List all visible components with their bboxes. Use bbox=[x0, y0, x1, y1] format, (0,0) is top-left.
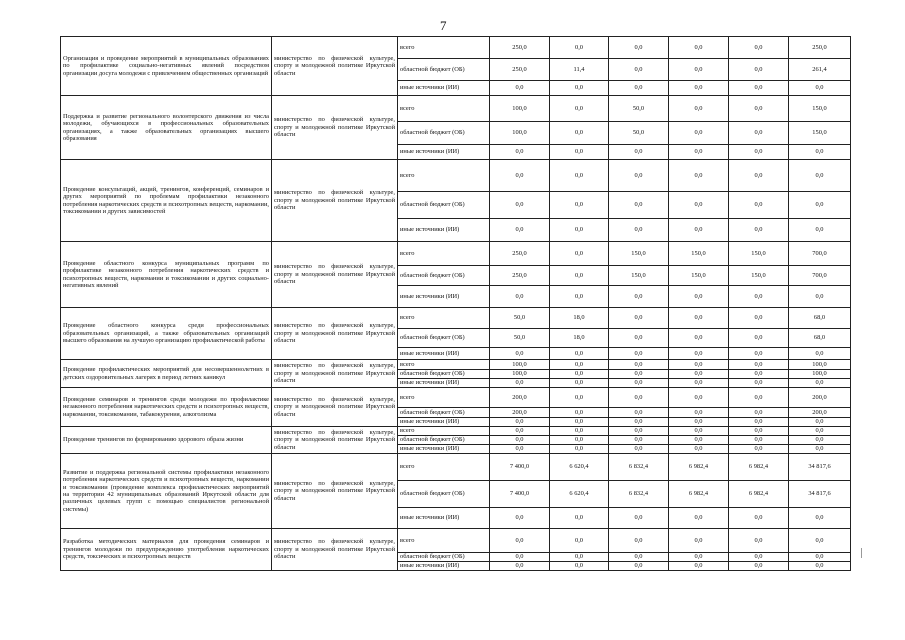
table-row bbox=[61, 96, 851, 122]
table-row bbox=[61, 242, 851, 266]
total-value-cell: 200,0 bbox=[789, 408, 851, 418]
program-name-cell: Проведение консультаций, акций, тренингов, конференций, семинаров и других мероприятий по проблемам профилактики незаконного потребления наркотических средств и психотропных веществ, наркомании, токсикомании и других зависимостей bbox=[61, 160, 272, 242]
executor-cell: министерство по физической культуре, спорту и молодежной политике Иркутской области bbox=[272, 96, 398, 160]
value-cell: 250,0 bbox=[490, 242, 550, 266]
value-cell: 0,0 bbox=[550, 508, 609, 529]
value-cell: 0,0 bbox=[609, 37, 669, 59]
total-value-cell: 0,0 bbox=[789, 379, 851, 388]
total-value-cell: 0,0 bbox=[789, 145, 851, 160]
table-body bbox=[61, 37, 851, 571]
value-cell: 0,0 bbox=[550, 96, 609, 122]
value-cell: 0,0 bbox=[609, 370, 669, 379]
value-cell: 0,0 bbox=[550, 360, 609, 370]
funding-source-cell: всего bbox=[398, 242, 490, 266]
total-value-cell: 0,0 bbox=[789, 445, 851, 454]
funding-source-cell: всего bbox=[398, 388, 490, 408]
value-cell: 0,0 bbox=[729, 408, 789, 418]
program-name-cell: Проведение областного конкурса муниципальных программ по профилактике незаконного потребления наркотических средств и психотропных веществ, наркомании и токсикомании и других социально-негативных явлений bbox=[61, 242, 272, 308]
value-cell: 0,0 bbox=[729, 562, 789, 571]
value-cell: 0,0 bbox=[729, 418, 789, 427]
funding-source-cell: всего bbox=[398, 427, 490, 436]
value-cell: 0,0 bbox=[490, 553, 550, 562]
value-cell: 6 982,4 bbox=[729, 481, 789, 508]
value-cell: 0,0 bbox=[729, 329, 789, 348]
value-cell: 50,0 bbox=[490, 329, 550, 348]
value-cell: 0,0 bbox=[669, 445, 729, 454]
value-cell: 150,0 bbox=[609, 242, 669, 266]
value-cell: 0,0 bbox=[550, 192, 609, 219]
value-cell: 0,0 bbox=[490, 562, 550, 571]
value-cell: 0,0 bbox=[669, 562, 729, 571]
value-cell: 0,0 bbox=[669, 360, 729, 370]
value-cell: 100,0 bbox=[490, 96, 550, 122]
funding-source-cell: иные источники (ИИ) bbox=[398, 379, 490, 388]
value-cell: 0,0 bbox=[729, 360, 789, 370]
value-cell: 100,0 bbox=[490, 122, 550, 145]
value-cell: 6 832,4 bbox=[609, 481, 669, 508]
total-value-cell: 250,0 bbox=[789, 37, 851, 59]
funding-source-cell: областной бюджет (ОБ) bbox=[398, 370, 490, 379]
total-value-cell: 0,0 bbox=[789, 553, 851, 562]
value-cell: 0,0 bbox=[669, 308, 729, 329]
value-cell: 250,0 bbox=[490, 59, 550, 81]
value-cell: 0,0 bbox=[550, 348, 609, 360]
value-cell: 0,0 bbox=[669, 553, 729, 562]
total-value-cell: 0,0 bbox=[789, 286, 851, 308]
table-row bbox=[61, 360, 851, 370]
funding-source-cell: иные источники (ИИ) bbox=[398, 348, 490, 360]
executor-cell: министерство по физической культуре, спорту и молодежной политике Иркутской области bbox=[272, 388, 398, 427]
value-cell: 0,0 bbox=[729, 553, 789, 562]
value-cell: 0,0 bbox=[729, 529, 789, 553]
value-cell: 0,0 bbox=[609, 418, 669, 427]
funding-source-cell: всего bbox=[398, 160, 490, 192]
total-value-cell: 261,4 bbox=[789, 59, 851, 81]
executor-cell: министерство по физической культуре, спорту и молодежной политике Иркутской области bbox=[272, 308, 398, 360]
total-value-cell: 0,0 bbox=[789, 529, 851, 553]
value-cell: 0,0 bbox=[729, 192, 789, 219]
funding-source-cell: всего bbox=[398, 308, 490, 329]
total-value-cell: 150,0 bbox=[789, 96, 851, 122]
value-cell: 0,0 bbox=[609, 379, 669, 388]
value-cell: 0,0 bbox=[729, 160, 789, 192]
program-name-cell: Проведение профилактических мероприятий для несовершеннолетних в детских оздоровительных лагерях в период летних каникул bbox=[61, 360, 272, 388]
value-cell: 0,0 bbox=[490, 529, 550, 553]
total-value-cell: 700,0 bbox=[789, 242, 851, 266]
value-cell: 0,0 bbox=[669, 436, 729, 445]
value-cell: 0,0 bbox=[609, 445, 669, 454]
total-value-cell: 0,0 bbox=[789, 436, 851, 445]
value-cell: 6 620,4 bbox=[550, 454, 609, 481]
value-cell: 18,0 bbox=[550, 329, 609, 348]
value-cell: 0,0 bbox=[609, 562, 669, 571]
program-name-cell: Проведение семинаров и тренингов среди молодежи по профилактике незаконного потребления наркотических средств и психотропных веществ, наркомании, токсикомании, табакокурения, алкоголизма bbox=[61, 388, 272, 427]
executor-cell: министерство по физической культуре, спорту и молодежной политике Иркутской области bbox=[272, 360, 398, 388]
funding-source-cell: иные источники (ИИ) bbox=[398, 81, 490, 96]
value-cell: 0,0 bbox=[609, 508, 669, 529]
total-value-cell: 0,0 bbox=[789, 219, 851, 242]
table-row bbox=[61, 454, 851, 481]
value-cell: 0,0 bbox=[609, 529, 669, 553]
table-row bbox=[61, 37, 851, 59]
value-cell: 0,0 bbox=[490, 427, 550, 436]
value-cell: 0,0 bbox=[669, 286, 729, 308]
executor-cell: министерство по физической культуре, спорту и молодежной политике Иркутской области bbox=[272, 454, 398, 529]
value-cell: 0,0 bbox=[609, 388, 669, 408]
value-cell: 0,0 bbox=[609, 329, 669, 348]
funding-source-cell: областной бюджет (ОБ) bbox=[398, 122, 490, 145]
funding-source-cell: иные источники (ИИ) bbox=[398, 286, 490, 308]
value-cell: 6 982,4 bbox=[729, 454, 789, 481]
value-cell: 0,0 bbox=[669, 427, 729, 436]
funding-source-cell: областной бюджет (ОБ) bbox=[398, 436, 490, 445]
value-cell: 0,0 bbox=[729, 379, 789, 388]
program-name-cell: Поддержка и развитие регионального волонтерского движения из числа молодежи, обучающихся в профессиональных образовательных организациях, а также образовательных организациях высшего образования bbox=[61, 96, 272, 160]
value-cell: 0,0 bbox=[669, 81, 729, 96]
value-cell: 0,0 bbox=[550, 445, 609, 454]
value-cell: 150,0 bbox=[729, 266, 789, 286]
value-cell: 0,0 bbox=[490, 81, 550, 96]
value-cell: 0,0 bbox=[669, 418, 729, 427]
program-name-cell: Развитие и поддержка региональной системы профилактики незаконного потребления наркотических средств и психотропных веществ, наркомании и токсикомании (проведение комплекса профилактических мероприятий на территории 42 муниципальных образований Иркутской области для различных целевых групп с помощью специалистов региональной системы) bbox=[61, 454, 272, 529]
value-cell: 0,0 bbox=[669, 145, 729, 160]
value-cell: 150,0 bbox=[669, 242, 729, 266]
value-cell: 0,0 bbox=[550, 122, 609, 145]
funding-source-cell: областной бюджет (ОБ) bbox=[398, 553, 490, 562]
value-cell: 0,0 bbox=[669, 529, 729, 553]
funding-source-cell: всего bbox=[398, 96, 490, 122]
value-cell: 0,0 bbox=[669, 379, 729, 388]
executor-cell: министерство по физической культуре, спорту и молодежной политике Иркутской области bbox=[272, 37, 398, 96]
total-value-cell: 34 817,6 bbox=[789, 481, 851, 508]
value-cell: 0,0 bbox=[609, 436, 669, 445]
funding-source-cell: иные источники (ИИ) bbox=[398, 219, 490, 242]
page-number: 7 bbox=[440, 18, 447, 33]
funding-source-cell: иные источники (ИИ) bbox=[398, 145, 490, 160]
value-cell: 0,0 bbox=[669, 192, 729, 219]
total-value-cell: 0,0 bbox=[789, 348, 851, 360]
value-cell: 0,0 bbox=[490, 160, 550, 192]
value-cell: 0,0 bbox=[609, 192, 669, 219]
value-cell: 150,0 bbox=[669, 266, 729, 286]
total-value-cell: 68,0 bbox=[789, 308, 851, 329]
value-cell: 0,0 bbox=[550, 37, 609, 59]
total-value-cell: 150,0 bbox=[789, 122, 851, 145]
total-value-cell: 68,0 bbox=[789, 329, 851, 348]
value-cell: 0,0 bbox=[669, 219, 729, 242]
table-row bbox=[61, 427, 851, 436]
value-cell: 0,0 bbox=[550, 81, 609, 96]
value-cell: 0,0 bbox=[729, 286, 789, 308]
value-cell: 0,0 bbox=[609, 308, 669, 329]
value-cell: 0,0 bbox=[550, 266, 609, 286]
value-cell: 0,0 bbox=[490, 436, 550, 445]
program-name-cell: Проведение тренингов по формированию здорового образа жизни bbox=[61, 427, 272, 454]
value-cell: 6 982,4 bbox=[669, 454, 729, 481]
value-cell: 0,0 bbox=[550, 219, 609, 242]
total-value-cell: 34 817,6 bbox=[789, 454, 851, 481]
value-cell: 150,0 bbox=[729, 242, 789, 266]
value-cell: 0,0 bbox=[729, 37, 789, 59]
value-cell: 100,0 bbox=[490, 370, 550, 379]
funding-source-cell: всего bbox=[398, 360, 490, 370]
total-value-cell: 0,0 bbox=[789, 192, 851, 219]
funding-source-cell: иные источники (ИИ) bbox=[398, 562, 490, 571]
value-cell: 0,0 bbox=[669, 160, 729, 192]
value-cell: 0,0 bbox=[729, 96, 789, 122]
value-cell: 0,0 bbox=[550, 562, 609, 571]
value-cell: 0,0 bbox=[609, 553, 669, 562]
value-cell: 0,0 bbox=[490, 508, 550, 529]
value-cell: 0,0 bbox=[490, 286, 550, 308]
value-cell: 50,0 bbox=[609, 122, 669, 145]
value-cell: 250,0 bbox=[490, 266, 550, 286]
executor-cell: министерство по физической культуре, спорту и молодежной политике Иркутской области bbox=[272, 427, 398, 454]
value-cell: 0,0 bbox=[669, 408, 729, 418]
total-value-cell: 0,0 bbox=[789, 427, 851, 436]
value-cell: 0,0 bbox=[609, 408, 669, 418]
executor-cell: министерство по физической культуре, спорту и молодежной политике Иркутской области bbox=[272, 160, 398, 242]
value-cell: 0,0 bbox=[669, 329, 729, 348]
total-value-cell: 100,0 bbox=[789, 360, 851, 370]
value-cell: 0,0 bbox=[609, 81, 669, 96]
value-cell: 0,0 bbox=[550, 436, 609, 445]
value-cell: 0,0 bbox=[729, 436, 789, 445]
value-cell: 0,0 bbox=[669, 370, 729, 379]
value-cell: 7 400,0 bbox=[490, 454, 550, 481]
funding-source-cell: всего bbox=[398, 454, 490, 481]
value-cell: 18,0 bbox=[550, 308, 609, 329]
value-cell: 0,0 bbox=[550, 408, 609, 418]
value-cell: 0,0 bbox=[609, 360, 669, 370]
executor-cell: министерство по физической культуре, спорту и молодежной политике Иркутской области bbox=[272, 529, 398, 571]
value-cell: 0,0 bbox=[550, 553, 609, 562]
budget-table bbox=[60, 36, 851, 571]
value-cell: 0,0 bbox=[669, 508, 729, 529]
table-row bbox=[61, 308, 851, 329]
value-cell: 0,0 bbox=[550, 427, 609, 436]
value-cell: 0,0 bbox=[729, 348, 789, 360]
value-cell: 0,0 bbox=[729, 508, 789, 529]
funding-source-cell: областной бюджет (ОБ) bbox=[398, 481, 490, 508]
value-cell: 0,0 bbox=[550, 379, 609, 388]
value-cell: 50,0 bbox=[609, 96, 669, 122]
total-value-cell: 0,0 bbox=[789, 508, 851, 529]
table-row bbox=[61, 388, 851, 408]
value-cell: 0,0 bbox=[669, 348, 729, 360]
value-cell: 150,0 bbox=[609, 266, 669, 286]
value-cell: 0,0 bbox=[609, 286, 669, 308]
value-cell: 0,0 bbox=[490, 418, 550, 427]
value-cell: 0,0 bbox=[550, 388, 609, 408]
value-cell: 0,0 bbox=[669, 388, 729, 408]
value-cell: 6 982,4 bbox=[669, 481, 729, 508]
value-cell: 0,0 bbox=[609, 427, 669, 436]
value-cell: 0,0 bbox=[550, 529, 609, 553]
value-cell: 0,0 bbox=[490, 445, 550, 454]
total-value-cell: 700,0 bbox=[789, 266, 851, 286]
value-cell: 0,0 bbox=[609, 348, 669, 360]
funding-source-cell: иные источники (ИИ) bbox=[398, 445, 490, 454]
program-name-cell: Разработка методических материалов для проведения семинаров и тренингов молодежи по предупреждению употребления наркотических средств, токсических и психотропных веществ bbox=[61, 529, 272, 571]
value-cell: 0,0 bbox=[729, 308, 789, 329]
value-cell: 0,0 bbox=[729, 219, 789, 242]
funding-source-cell: областной бюджет (ОБ) bbox=[398, 329, 490, 348]
value-cell: 6 832,4 bbox=[609, 454, 669, 481]
value-cell: 0,0 bbox=[729, 81, 789, 96]
total-value-cell: 100,0 bbox=[789, 370, 851, 379]
funding-source-cell: всего bbox=[398, 529, 490, 553]
value-cell: 0,0 bbox=[729, 145, 789, 160]
value-cell: 0,0 bbox=[729, 122, 789, 145]
value-cell: 0,0 bbox=[609, 145, 669, 160]
value-cell: 0,0 bbox=[609, 59, 669, 81]
value-cell: 0,0 bbox=[669, 122, 729, 145]
total-value-cell: 0,0 bbox=[789, 81, 851, 96]
table-row bbox=[61, 529, 851, 553]
funding-source-cell: всего bbox=[398, 37, 490, 59]
total-value-cell: 0,0 bbox=[789, 418, 851, 427]
table-row bbox=[61, 160, 851, 192]
value-cell: 50,0 bbox=[490, 308, 550, 329]
value-cell: 0,0 bbox=[550, 160, 609, 192]
program-name-cell: Проведение областного конкурса среди профессиональных образовательных организаций, а также образовательных организаций высшего образования на лучшую организацию профилактической работы bbox=[61, 308, 272, 360]
total-value-cell: 0,0 bbox=[789, 160, 851, 192]
funding-source-cell: областной бюджет (ОБ) bbox=[398, 192, 490, 219]
scan-artifact bbox=[861, 548, 865, 558]
value-cell: 0,0 bbox=[550, 242, 609, 266]
funding-source-cell: областной бюджет (ОБ) bbox=[398, 59, 490, 81]
funding-source-cell: областной бюджет (ОБ) bbox=[398, 408, 490, 418]
program-name-cell: Организация и проведение мероприятий в муниципальных образованиях по профилактике социально-негативных явлений посредством организации досуга молодежи с привлечением общественных организаций bbox=[61, 37, 272, 96]
executor-cell: министерство по физической культуре, спорту и молодежной политике Иркутской области bbox=[272, 242, 398, 308]
value-cell: 11,4 bbox=[550, 59, 609, 81]
value-cell: 0,0 bbox=[609, 160, 669, 192]
value-cell: 250,0 bbox=[490, 37, 550, 59]
value-cell: 0,0 bbox=[490, 379, 550, 388]
value-cell: 100,0 bbox=[490, 360, 550, 370]
value-cell: 0,0 bbox=[490, 192, 550, 219]
value-cell: 0,0 bbox=[729, 388, 789, 408]
value-cell: 0,0 bbox=[729, 370, 789, 379]
funding-source-cell: областной бюджет (ОБ) bbox=[398, 266, 490, 286]
value-cell: 6 620,4 bbox=[550, 481, 609, 508]
value-cell: 0,0 bbox=[550, 418, 609, 427]
value-cell: 0,0 bbox=[550, 370, 609, 379]
value-cell: 200,0 bbox=[490, 388, 550, 408]
value-cell: 0,0 bbox=[729, 59, 789, 81]
value-cell: 0,0 bbox=[669, 59, 729, 81]
value-cell: 0,0 bbox=[669, 37, 729, 59]
value-cell: 0,0 bbox=[729, 427, 789, 436]
value-cell: 200,0 bbox=[490, 408, 550, 418]
value-cell: 7 400,0 bbox=[490, 481, 550, 508]
value-cell: 0,0 bbox=[550, 286, 609, 308]
value-cell: 0,0 bbox=[490, 219, 550, 242]
value-cell: 0,0 bbox=[609, 219, 669, 242]
total-value-cell: 200,0 bbox=[789, 388, 851, 408]
value-cell: 0,0 bbox=[490, 145, 550, 160]
total-value-cell: 0,0 bbox=[789, 562, 851, 571]
value-cell: 0,0 bbox=[490, 348, 550, 360]
funding-source-cell: иные источники (ИИ) bbox=[398, 418, 490, 427]
value-cell: 0,0 bbox=[729, 445, 789, 454]
value-cell: 0,0 bbox=[550, 145, 609, 160]
funding-source-cell: иные источники (ИИ) bbox=[398, 508, 490, 529]
value-cell: 0,0 bbox=[669, 96, 729, 122]
